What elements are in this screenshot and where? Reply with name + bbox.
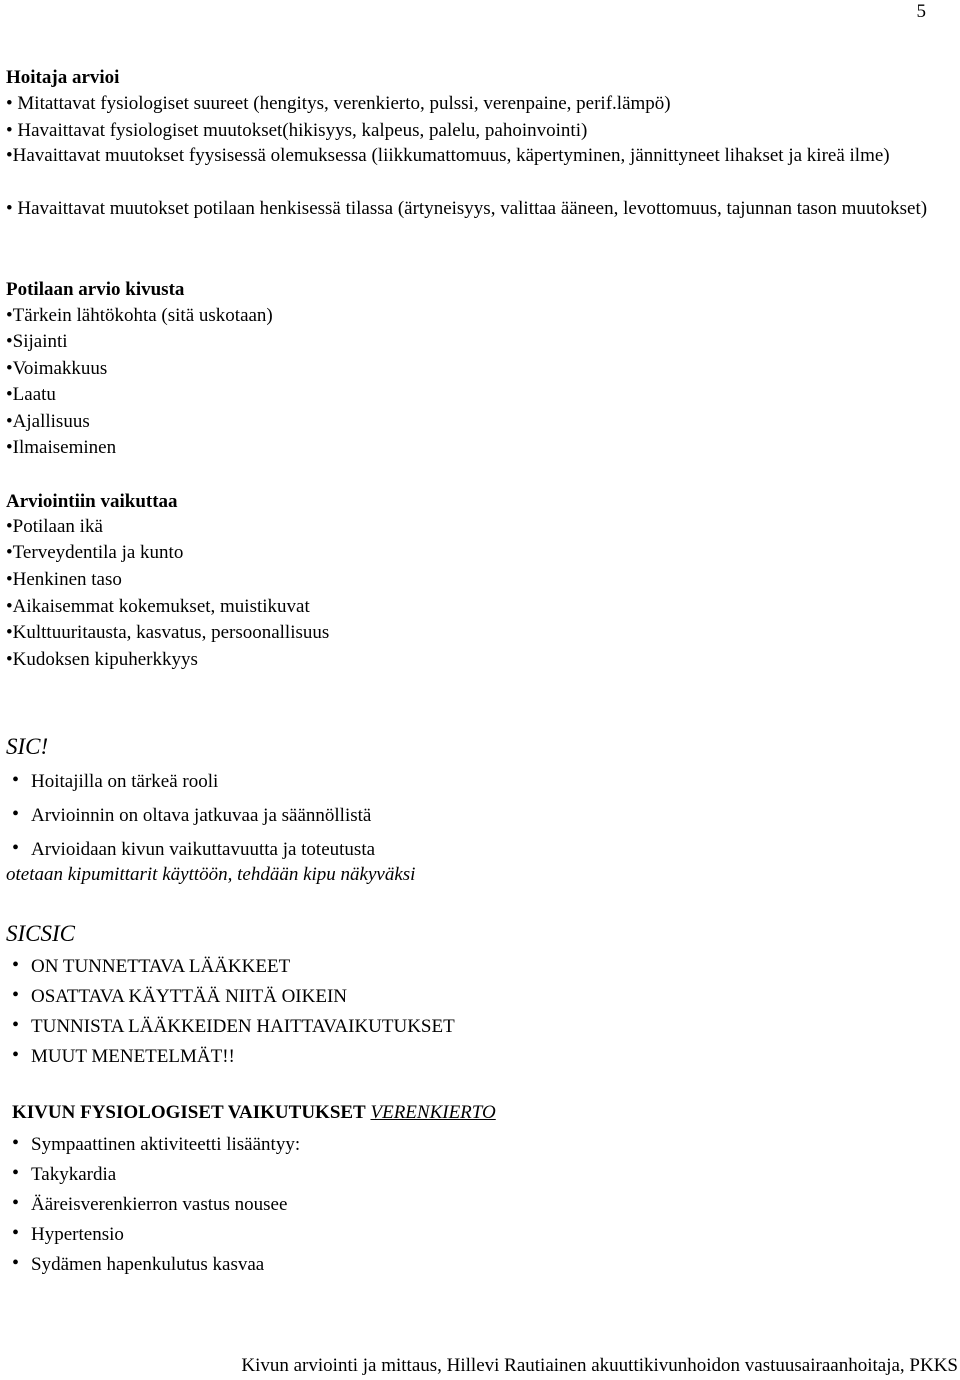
bullet-icon: • (12, 1044, 20, 1066)
section-heading-hoitaja-arvioi: Hoitaja arvioi (6, 67, 120, 88)
section-heading-potilaan-arvio: Potilaan arvio kivusta (6, 279, 185, 300)
list-item: OSATTAVA KÄYTTÄÄ NIITÄ OIKEIN (31, 986, 348, 1007)
list-item: ON TUNNETTAVA LÄÄKKEET (31, 956, 291, 977)
list-item: • Havaittavat muutokset potilaan henkisessä tilassa (ärtyneisyys, valittaa ääneen, levottomuus, tajunnan tason muutokset) (6, 198, 928, 219)
list-item: •Terveydentila ja kunto (6, 542, 184, 563)
bullet-icon: • (12, 984, 20, 1006)
list-item: Sympaattinen aktiviteetti lisääntyy: (31, 1134, 301, 1155)
list-item: Arvioinnin on oltava jatkuvaa ja säännöllistä (31, 805, 372, 826)
list-item: •Aikaisemmat kokemukset, muistikuvat (6, 596, 310, 617)
section-heading-sicsic: SICSIC (6, 921, 75, 946)
list-item: Takykardia (31, 1164, 117, 1185)
list-item: •Havaittavat muutokset fyysisessä olemuksessa (liikkumattomuus, käpertyminen, jännittyneet lihakset ja kireä ilme) (6, 145, 890, 166)
heading-link-verenkierto[interactable]: VERENKIERTO (370, 1102, 496, 1123)
list-item: •Ajallisuus (6, 411, 90, 432)
list-item: •Sijainti (6, 331, 68, 352)
list-item: Ääreisverenkierron vastus nousee (31, 1194, 288, 1215)
list-item: • Mitattavat fysiologiset suureet (hengitys, verenkierto, pulssi, verenpaine, perif.lämpö) (6, 93, 671, 114)
bullet-icon: • (12, 837, 20, 859)
list-item: •Voimakkuus (6, 358, 108, 379)
list-item: Hoitajilla on tärkeä rooli (31, 771, 219, 792)
list-item: Arvioidaan kivun vaikuttavuutta ja toteutusta (31, 839, 376, 860)
list-item: •Kulttuuritausta, kasvatus, persoonallisuus (6, 622, 330, 643)
bullet-icon: • (12, 803, 20, 825)
list-item: Hypertensio (31, 1224, 124, 1245)
bullet-icon: • (12, 1132, 20, 1154)
list-item: TUNNISTA LÄÄKKEIDEN HAITTAVAIKUTUKSET (31, 1016, 455, 1037)
bullet-icon: • (12, 769, 20, 791)
list-item: •Laatu (6, 384, 56, 405)
heading-bold-text: KIVUN FYSIOLOGISET VAIKUTUKSET (12, 1102, 366, 1123)
list-item: •Kudoksen kipuherkkyys (6, 649, 198, 670)
section-heading-fysiologiset-vaikutukset (12, 1103, 496, 1122)
list-item: •Potilaan ikä (6, 516, 103, 537)
section-heading-arviointiin-vaikuttaa: Arviointiin vaikuttaa (6, 491, 178, 512)
list-item: •Henkinen taso (6, 569, 122, 590)
bullet-icon: • (12, 1162, 20, 1184)
list-item: MUUT MENETELMÄT!! (31, 1046, 235, 1067)
page-number: 5 (916, 1, 926, 22)
list-item: • Havaittavat fysiologiset muutokset(hikisyys, kalpeus, palelu, pahoinvointi) (6, 120, 588, 141)
bullet-icon: • (12, 1222, 20, 1244)
list-item: Sydämen hapenkulutus kasvaa (31, 1254, 265, 1275)
bullet-icon: • (12, 954, 20, 976)
page-footer: Kivun arviointi ja mittaus, Hillevi Rautiainen akuuttikivunhoidon vastuusairaanhoitaja, PKKS (241, 1355, 958, 1376)
list-item: •Tärkein lähtökohta (sitä uskotaan) (6, 305, 273, 326)
section-heading-sic: SIC! (6, 734, 49, 759)
bullet-icon: • (12, 1192, 20, 1214)
list-item: •Ilmaiseminen (6, 437, 117, 458)
bullet-icon: • (12, 1014, 20, 1036)
bullet-icon: • (12, 1252, 20, 1274)
italic-note: otetaan kipumittarit käyttöön, tehdään kipu näkyväksi (6, 864, 416, 885)
